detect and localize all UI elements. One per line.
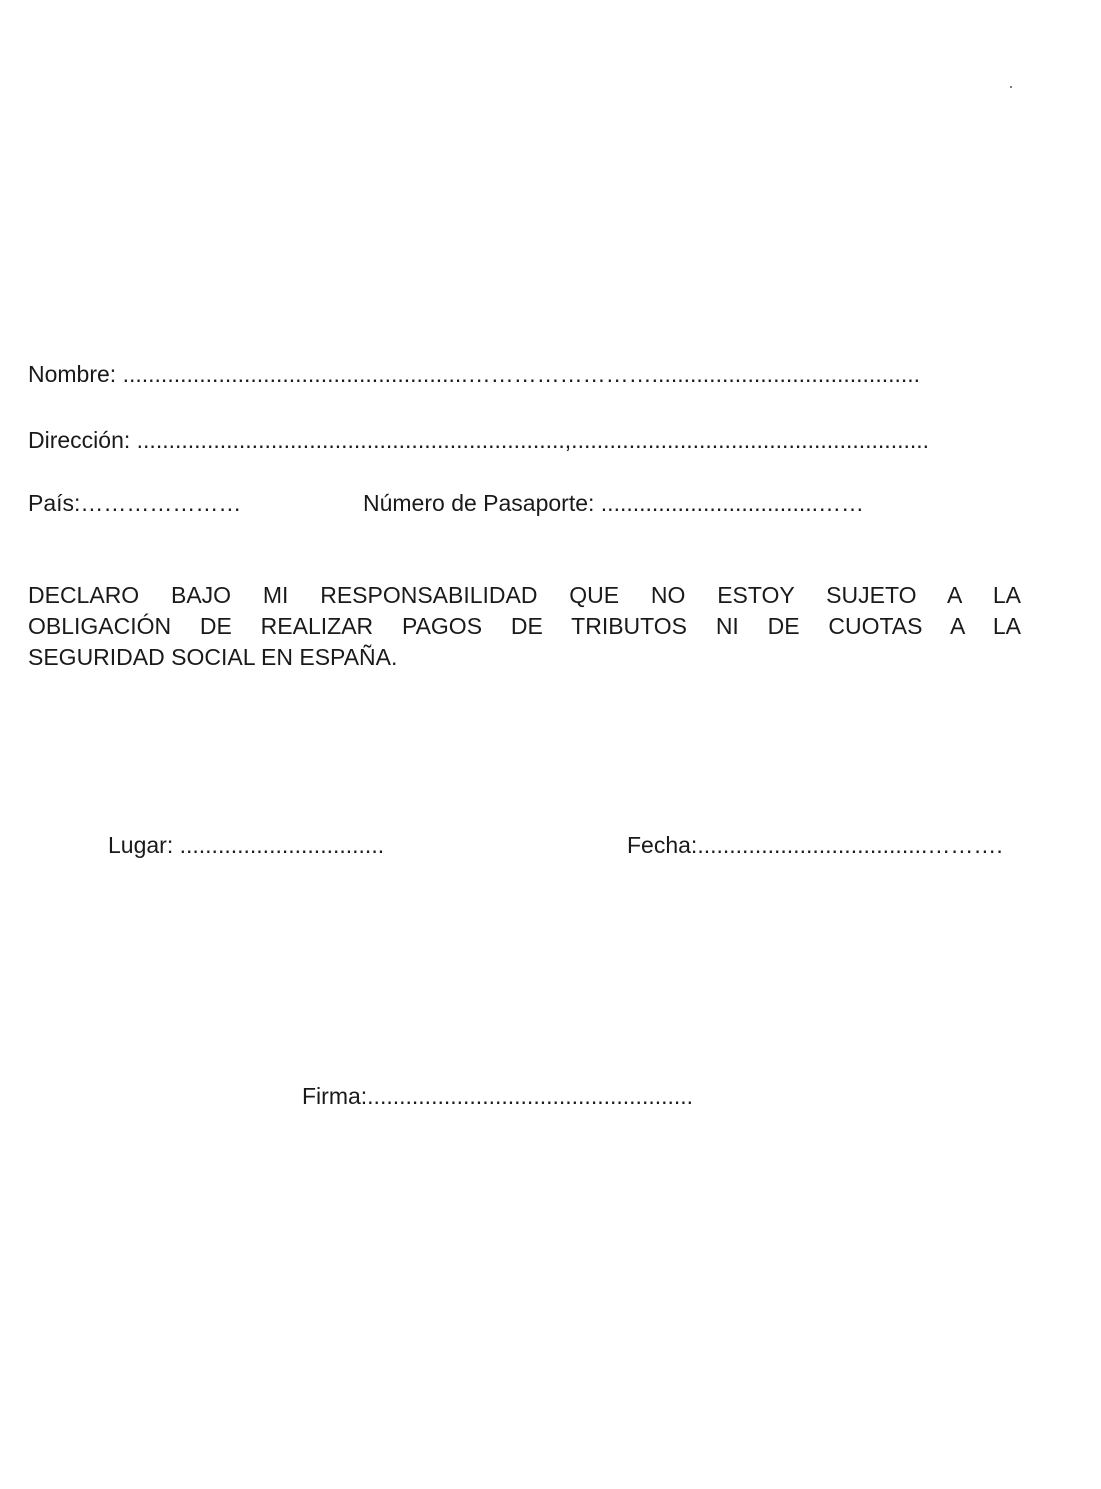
firma-row xyxy=(302,1082,693,1110)
lugar-row xyxy=(108,831,384,859)
fecha-field[interactable]: ....................................………. xyxy=(697,832,1003,858)
pasaporte-row xyxy=(363,489,864,517)
nombre-row xyxy=(28,360,920,388)
scan-speck xyxy=(1010,86,1012,88)
fecha-row xyxy=(627,831,1003,859)
declaration-text xyxy=(28,580,1021,673)
declaration-line: DECLARO BAJO MI RESPONSABILIDAD QUE NO ESTOY SUJETO A LA xyxy=(28,582,1021,608)
pais-row xyxy=(28,489,241,517)
pais-field[interactable]: ………………… xyxy=(80,490,242,516)
firma-label: Firma: xyxy=(302,1083,368,1109)
fecha-label: Fecha: xyxy=(627,832,698,858)
direccion-row xyxy=(28,426,929,454)
lugar-label: Lugar: xyxy=(108,832,174,858)
pasaporte-label: Número de Pasaporte: xyxy=(363,490,595,516)
firma-field[interactable]: ................................................... xyxy=(367,1083,694,1109)
pais-label: País: xyxy=(28,490,81,516)
nombre-field[interactable]: ......................................................…………………….......................................... xyxy=(122,361,921,387)
declaration-line: SEGURIDAD SOCIAL EN ESPAÑA. xyxy=(28,644,398,670)
pasaporte-field[interactable]: ..................................…… xyxy=(600,490,865,516)
declaration-line: OBLIGACIÓN DE REALIZAR PAGOS DE TRIBUTOS NI DE CUOTAS A LA xyxy=(28,613,1021,639)
direccion-label: Dirección: xyxy=(28,427,131,453)
lugar-field[interactable]: ................................ xyxy=(179,832,385,858)
direccion-field[interactable]: ...................................................................,........................................................ xyxy=(136,427,930,453)
nombre-label: Nombre: xyxy=(28,361,117,387)
